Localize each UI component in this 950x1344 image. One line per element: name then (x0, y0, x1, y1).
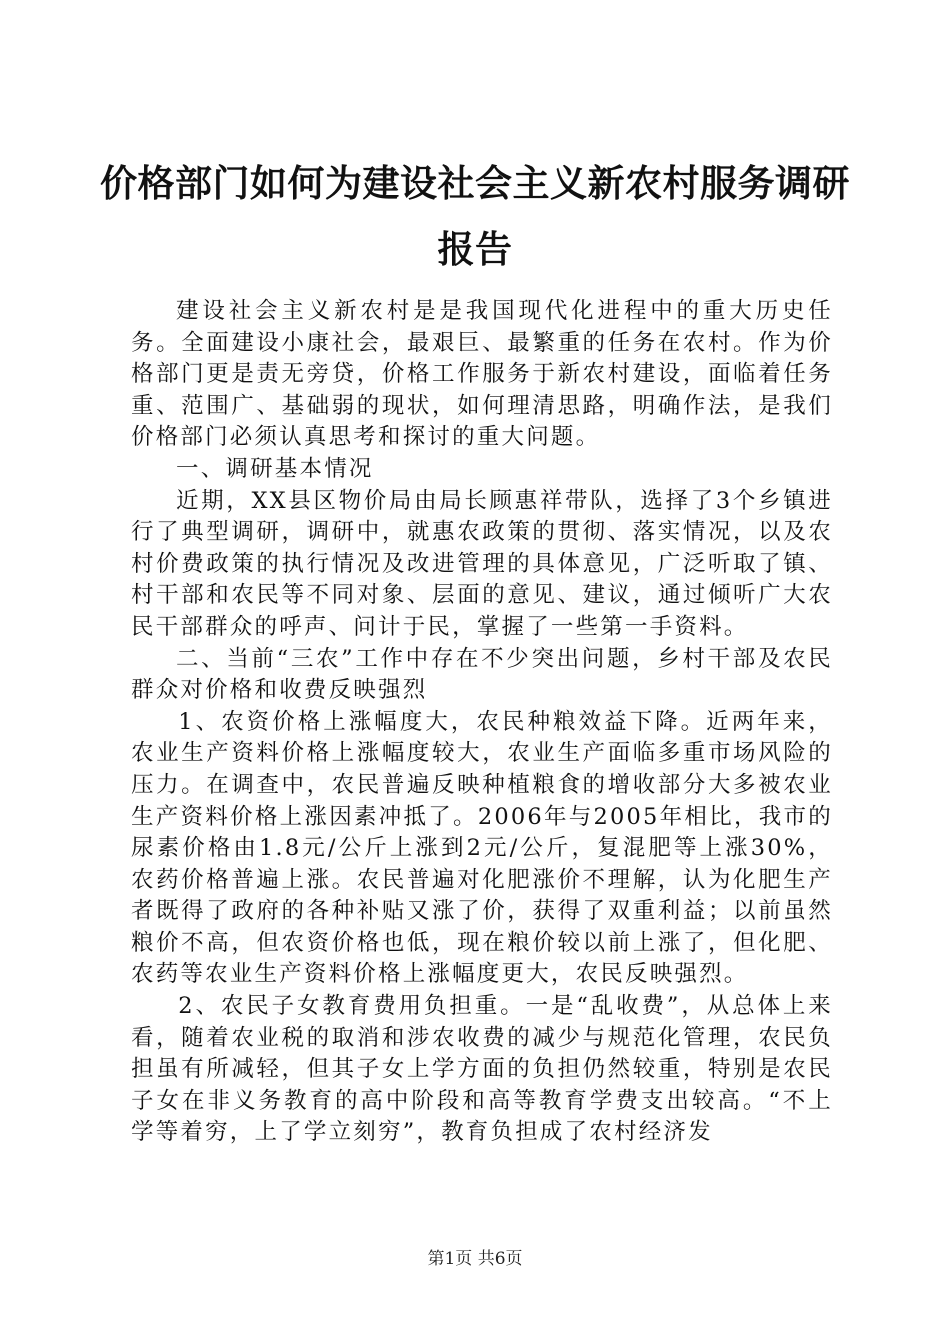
document-body (131, 296, 833, 1149)
title-line-1: 价格部门如何为建设社会主义新农村服务调研 (100, 161, 850, 205)
paragraph-survey: 近期，XX县区物价局由局长顾惠祥带队，选择了3个乡镇进行了典型调研，调研中，就惠农政策的贯彻、落实情况，以及农村价费政策的执行情况及改进管理的具体意见，广泛听取了镇、村干部和农民等不同对象、层面的意见、建议，通过倾听广大农民干部群众的呼声、问计于民，掌握了一些第一手资料。 (131, 487, 833, 640)
page-footer: 第1页 共6页 (427, 1249, 523, 1269)
paragraph-item-1: 1、农资价格上涨幅度大，农民种粮效益下降。近两年来，农业生产资料价格上涨幅度较大，农业生产面临多重市场风险的压力。在调查中，农民普遍反映种植粮食的增收部分大多被农业生产资料价格上涨因素冲抵了。2006年与2005年相比，我市的尿素价格由1.8元/公斤上涨到2元/公斤，复混肥等上涨30%，农药价格普遍上涨。农民普遍对化肥涨价不理解，认为化肥生产者既得了政府的各种补贴又涨了价，获得了双重利益；以前虽然粮价不高，但农资价格也低，现在粮价较以前上涨了，但化肥、农药等农业生产资料价格上涨幅度更大，农民反映强烈。 (131, 708, 833, 988)
document-title (100, 150, 850, 282)
section-heading-1: 一、调研基本情况 (176, 455, 374, 482)
title-line-2: 报告 (437, 227, 513, 271)
paragraph-item-2: 2、农民子女教育费用负担重。一是“乱收费”，从总体上来看，随着农业税的取消和涉农收费的减少与规范化管理，农民负担虽有所减轻，但其子女上学方面的负担仍然较重，特别是农民子女在非义务教育的高中阶段和高等教育学费支出较高。“不上学等着穷，上了学立刻穷”，教育负担成了农村经济发 (131, 993, 833, 1146)
section-heading-2: 二、当前“三农”工作中存在不少突出问题，乡村干部及农民群众对价格和收费反映强烈 (131, 645, 833, 704)
paragraph-intro: 建设社会主义新农村是是我国现代化进程中的重大历史任务。全面建设小康社会，最艰巨、最繁重的任务在农村。作为价格部门更是责无旁贷，价格工作服务于新农村建设，面临着任务重、范围广、基础弱的现状，如何理清思路，明确作法，是我们价格部门必须认真思考和探讨的重大问题。 (131, 298, 833, 451)
